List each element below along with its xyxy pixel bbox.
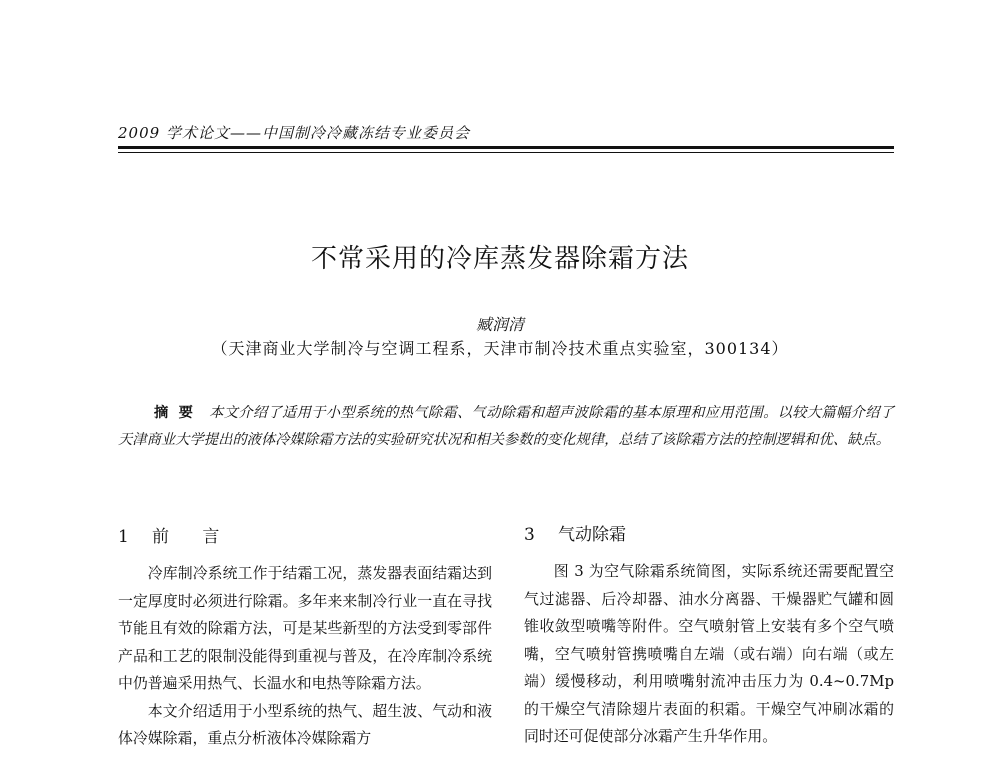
affiliation: （天津商业大学制冷与空调工程系，天津市制冷技术重点实验室，300134）	[211, 339, 789, 358]
section-3-title: 气动除霜	[558, 525, 626, 545]
section-1-title: 前 言	[152, 527, 234, 547]
section-3-paragraph: 图 3 为空气除霜系统简图，实际系统还需要配置空气过滤器、后冷却器、油水分离器、干燥器贮气罐和圆锥收敛型喷嘴等附件。空气喷射管上安装有多个空气喷嘴，空气喷射管携喷嘴自左端（或右端）向右端（或左端）缓慢移动，利用喷嘴射流冲击压力为 0.4~0.7Mp 的干燥空气清除翅片表面的积霜。干燥空气冲刷冰霜的同时还可促使部分冰霜产生升华作用。	[524, 562, 894, 745]
section-1-paragraph: 本文介绍适用于小型系统的热气、超生波、气动和液体冷媒除霜，重点分析液体冷媒除霜方	[118, 701, 492, 747]
header-rule-thin	[118, 152, 894, 153]
section-1-number: 1	[118, 527, 129, 547]
author: 臧润清	[475, 315, 524, 334]
paper-title: 不常采用的冷库蒸发器除霜方法	[310, 244, 689, 274]
header-rule-thick	[118, 146, 894, 149]
section-3-number: 3	[524, 525, 535, 545]
abstract	[118, 400, 894, 454]
right-column	[524, 558, 894, 760]
left-column	[118, 560, 492, 760]
abstract-label: 摘要	[154, 405, 204, 421]
running-header: 2009 学术论文——中国制冷冷藏冻结专业委员会	[118, 124, 470, 142]
section-3-heading	[524, 520, 626, 545]
abstract-text: 本文介绍了适用于小型系统的热气除霜、气动除霜和超声波除霜的基本原理和应用范围。以较大篇幅介绍了天津商业大学提出的液体冷媒除霜方法的实验研究状况和相关参数的变化规律，总结了该除霜方法的控制逻辑和优、缺点。	[118, 405, 894, 448]
section-1-paragraph: 冷库制冷系统工作于结霜工况，蒸发器表面结霜达到一定厚度时必须进行除霜。多年来来制冷行业一直在寻找节能且有效的除霜方法，可是某些新型的方法受到零部件产品和工艺的限制没能得到重视与普及，在冷库制冷系统中仍普遍采用热气、长温水和电热等除霜方法。	[118, 564, 492, 692]
section-1-heading	[118, 522, 233, 547]
